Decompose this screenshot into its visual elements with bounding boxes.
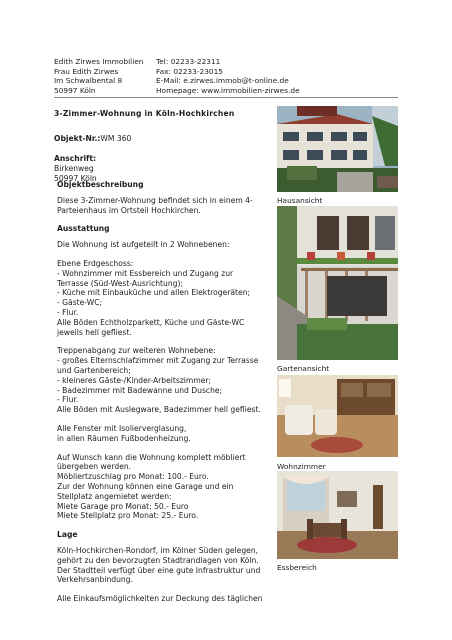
text-line: Ebene Erdgeschoss: xyxy=(57,258,134,268)
agency-address-block xyxy=(54,57,143,95)
description-column xyxy=(57,180,269,613)
house-photo xyxy=(277,106,398,192)
text-line: gehört zu den bevorzugten Stadtrandlagen von Köln. xyxy=(57,555,259,565)
text-line: Verkehrsanbindung. xyxy=(57,575,133,585)
text-line: und Gartenbereich; xyxy=(57,365,131,375)
living-room-photo xyxy=(277,375,398,457)
text-line: jeweils hell gefliest. xyxy=(57,327,132,337)
text-line: Miete Stellplatz pro Monat: 25.- Euro. xyxy=(57,511,199,521)
agency-homepage: Homepage: www.immobilien-zirwes.de xyxy=(156,85,300,95)
text-line: - kleineres Gäste-/Kinder-Arbeitszimmer; xyxy=(57,375,212,385)
agency-city: 50997 Köln xyxy=(54,85,96,95)
garden-photo xyxy=(277,206,398,360)
text-line: - Flur. xyxy=(57,307,79,317)
text-line: - großes Elternschlafzimmer mit Zugang zur Terrasse xyxy=(57,356,259,366)
text-line: - Badezimmer mit Badewanne und Dusche; xyxy=(57,385,223,395)
ausstattung-intro xyxy=(57,240,269,250)
house-photo-graphic xyxy=(277,106,398,192)
photo-caption-essbereich: Essbereich xyxy=(277,563,317,572)
text-line: Alle Böden mit Auslegware, Badezimmer hell gefliest. xyxy=(57,405,261,415)
text-line: Alle Fenster mit Isolierverglasung, xyxy=(57,423,187,433)
agency-phone: Tel: 02233-22311 xyxy=(156,57,221,66)
text-line: Miete Garage pro Monat: 50.- Euro xyxy=(57,501,189,511)
text-line: in allen Räumen Fußbodenheizung. xyxy=(57,433,191,443)
text-line: Auf Wunsch kann die Wohnung komplett möbliert xyxy=(57,452,246,462)
text-line: - Küche mit Einbauküche und allen Elektrogeräten; xyxy=(57,288,251,298)
lage-text xyxy=(57,546,269,585)
agency-fax: Fax: 02233-23015 xyxy=(156,66,224,76)
living-room-photo-graphic xyxy=(277,375,398,457)
header-divider xyxy=(54,97,398,98)
agent-name: Frau Edith Zirwes xyxy=(54,66,119,76)
text-line: - Gäste-WC; xyxy=(57,298,103,308)
lage-text-continued xyxy=(57,594,269,604)
section-heading-objektbeschreibung: Objektbeschreibung xyxy=(57,180,144,189)
dining-area-photo-graphic xyxy=(277,471,398,559)
text-line: Diese 3-Zimmer-Wohnung befindet sich in einem 4- xyxy=(57,195,253,205)
dining-area-photo xyxy=(277,471,398,559)
text-line: Terrasse (Süd-West-Ausrichtung); xyxy=(57,278,183,288)
object-number xyxy=(54,134,131,143)
text-line: Die Wohnung ist aufgeteilt in 2 Wohnebenen: xyxy=(57,240,230,250)
listing-title: 3-Zimmer-Wohnung in Köln-Hochkirchen xyxy=(54,109,235,118)
text-line: Möbliertzuschlag pro Monat: 100.- Euro. xyxy=(57,472,209,482)
address-street: Birkenweg xyxy=(54,163,94,173)
section-heading-ausstattung: Ausstattung xyxy=(57,224,110,234)
agency-contact-block xyxy=(156,57,300,95)
ausstattung-fenster xyxy=(57,424,269,444)
text-line: Parteienhaus im Ortsteil Hochkirchen. xyxy=(57,205,201,215)
agency-street: Im Schwalbental 8 xyxy=(54,76,123,86)
photo-caption-gartenansicht: Gartenansicht xyxy=(277,364,330,373)
photo-caption-wohnzimmer: Wohnzimmer xyxy=(277,462,326,471)
agency-name: Edith Zirwes Immobilien xyxy=(54,57,144,66)
text-line: Der Stadtteil verfügt über eine gute Infrastruktur und xyxy=(57,565,261,575)
text-line: Köln-Hochkirchen-Rondorf, im Kölner Süden gelegen, xyxy=(57,545,259,555)
text-line: Zur der Wohnung können eine Garage und ein xyxy=(57,481,234,491)
ausstattung-erdgeschoss xyxy=(57,259,269,337)
address-label: Anschrift: xyxy=(54,154,97,163)
photo-caption-hausansicht: Hausansicht xyxy=(277,196,323,205)
text-line: übergeben werden. xyxy=(57,462,132,472)
garden-photo-graphic xyxy=(277,206,398,360)
address-block xyxy=(54,154,97,183)
object-number-value: WM 360 xyxy=(100,134,132,143)
text-line: Treppenabgang zur weiteren Wohnebene: xyxy=(57,346,216,356)
text-line: - Flur. xyxy=(57,395,79,405)
section-heading-lage: Lage xyxy=(57,530,78,540)
address-city: 50997 Köln xyxy=(54,173,97,183)
object-number-label: Objekt-Nr.: xyxy=(54,134,101,143)
ausstattung-obergeschoss xyxy=(57,346,269,415)
text-line: Alle Einkaufsmöglichkeiten zur Deckung des täglichen xyxy=(57,594,263,604)
text-line: - Wohnzimmer mit Essbereich und Zugang zur xyxy=(57,268,234,278)
agency-email: E-Mail: e.zirwes.immob@t-online.de xyxy=(156,76,289,86)
text-line: Alle Böden Echtholzparkett, Küche und Gäste-WC xyxy=(57,317,245,327)
text-line: Stellplatz angemietet werden: xyxy=(57,491,172,501)
objektbeschreibung-text xyxy=(57,196,269,216)
ausstattung-kosten xyxy=(57,453,269,522)
